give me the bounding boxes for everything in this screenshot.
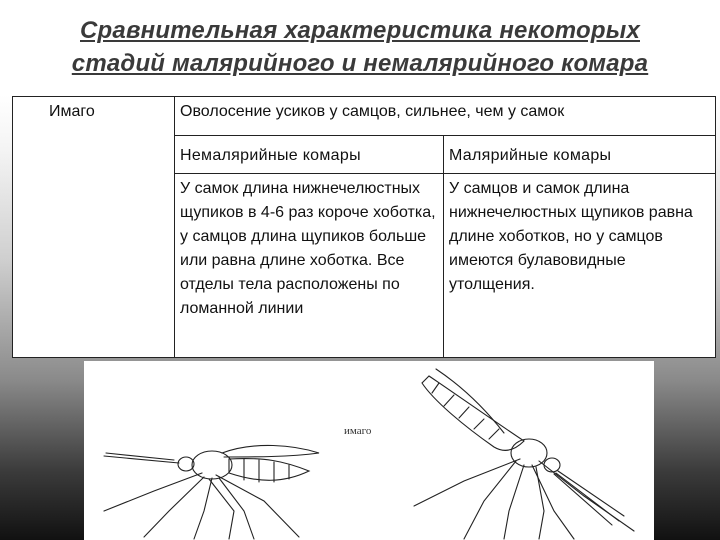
title-line-2: стадий малярийного и немалярийного комара — [71, 50, 649, 77]
title-line-1: Сравнительная характеристика некоторых — [80, 17, 640, 44]
header-malarial: Малярийные комары — [444, 136, 716, 174]
text-malarial: У самцов и самок длина нижнечелюстных щупиков равна длине хоботков, но у самцов имеются булавовидные утолщения. — [444, 174, 716, 358]
table-row — [13, 97, 716, 136]
figure-caption: имаго — [344, 425, 372, 437]
header-non-malarial: Немалярийные комары — [175, 136, 444, 174]
malarial-mosquito-icon — [414, 369, 634, 539]
text-non-malarial: У самок длина нижнечелюстных щупиков в 4-6 раз короче хоботка, у самцов длина щупиков больше или равна длине хоботка. Все отделы тела расположены по ломанной линии — [175, 174, 444, 358]
stage-label: Имаго — [49, 103, 95, 120]
common-feature-cell: Оволосение усиков у самцов, сильнее, чем у самок — [175, 97, 716, 136]
mosquito-illustration — [84, 361, 654, 540]
comparison-table — [12, 96, 716, 358]
mosquito-drawings — [84, 361, 654, 540]
non-malarial-mosquito-icon — [104, 445, 319, 539]
slide-title — [0, 14, 720, 80]
stage-label-cell — [13, 97, 175, 358]
